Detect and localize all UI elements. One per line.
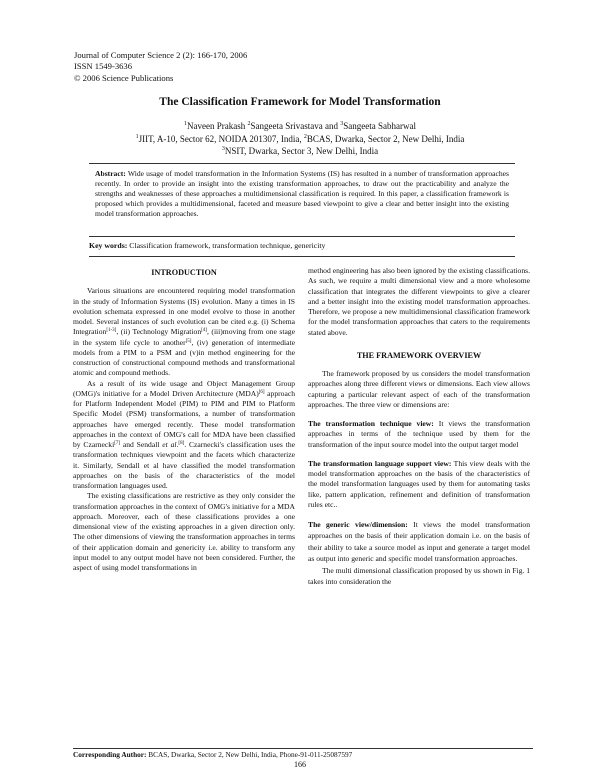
author-block [60, 120, 540, 158]
corresponding-author-label: Corresponding Author: [73, 750, 147, 759]
right-paragraph-last: The multi dimensional classification proposed by us shown in Fig. 1 takes into consideration the [308, 565, 530, 587]
generic-view-paragraph: The generic view/dimension: It views the model transformation approaches on the basis of their application domain i.e. on the basis of their ability to take a source model as input and generate a target model as output into generic and specific model transformation approaches. [308, 520, 531, 564]
corresponding-author-text: BCAS, Dwarka, Sector 2, New Delhi, India, Phone-91-011-25087597 [146, 750, 353, 759]
keywords [89, 241, 325, 250]
page-number: 166 [294, 760, 306, 769]
journal-issn: ISSN 1549-3636 [74, 61, 133, 72]
abstract-text: Wide usage of model transformation in the Information Systems (IS) has resulted in a number of transformation approaches recently. In order to provide an insight into the existing transformation approaches, to draw out the practicability and analyze the strengths and weaknesses of these approaches a multidimensional classification is required. In this paper, a classification framework is proposed which provides a multidimensional, faceted and measure based viewpoint to give a clear and better insight into the existing model transformation approaches. [95, 169, 509, 218]
language-view-paragraph: The transformation language support view: This view deals with the model transformation approaches on the basis of the characteristics of the model transformation languages used by them for automating tasks like, pattern application, refinement and definition of transformation rules etc.. [308, 458, 530, 509]
intro-paragraph-2: As a result of its wide usage and Object Management Group (OMG)'s initiative for a Model Driven Architecture (MDA)[6] approach for Platform Independent Model (PIM) to PIM and PIM to Platform Specific Model (PSM) transformations, a number of transformation approaches have emerged recently. These model transformation approaches in the context of OMG's call for MDA have been classified by Czarnecki[7] and Sendall et al.[8]. Czarnecki's classification uses the transformation techniques viewpoint and the facets which characterize it. Similarly, Sendall et al have classified the model transformation approaches on the basis of the characteristics of the model transformation languages used. [73, 378, 296, 490]
abstract-box [89, 163, 515, 237]
author-affiliations: $^1$JIIT, A-10, Sector 62, NOIDA 201307, India, $^2$BCAS, Dwarka, Sector 2, New Delhi, India [135, 133, 465, 144]
author-names: $^1$Naveen Prakash $^2$Sangeeta Srivastava and $^3$Sangeeta Sabharwal [184, 121, 416, 131]
paper-title: The Classification Framework for Model Transformation [159, 96, 441, 108]
journal-citation: Journal of Computer Science 2 (2): 166-170, 2006 [74, 50, 248, 60]
keywords-text: Classification framework, transformation technique, genericity [127, 241, 326, 250]
journal-copyright: © 2006 Science Publications [74, 72, 174, 83]
framework-overview-heading: THE FRAMEWORK OVERVIEW [356, 350, 482, 360]
introduction-heading: INTRODUCTION [151, 268, 217, 277]
left-column [73, 268, 295, 573]
intro-paragraph-1: Various situations are encountered requiring model transformation in the study of Information Systems (IS) evolution. Many a times in IS evolution schemata expressed in one model evolve to those in another model. Several instances of such evolution can be cited e.g. (i) Schema Integration[1-3], (ii) Technology Migration[4], (iii)moving from one stage in the system life cycle to another[5], (iv) generation of intermediate models from a PIM to a PSM and (v)in method engineering for the construction of constructional compound methods and transformational atomic and compound methods. [73, 286, 296, 378]
right-paragraph-1: method engineering has also been ignored by the existing classifications. As such, we require a multi dimensional view and a more wholesome classification that integrates the different viewpoints to give a clearer and a better insight into the existing model transformation approaches. Therefore, we propose a new multidimensional classification framework for the model transformation approaches that caters to the requirements stated above. [308, 266, 530, 337]
technique-view-paragraph: The transformation technique view: It views the transformation approaches in terms of the technique used by them for the transformation of the input source model into the output target model [308, 419, 531, 449]
keywords-divider [89, 256, 515, 257]
abstract-label: Abstract: [95, 169, 126, 178]
framework-paragraph: The framework proposed by us considers the model transformation approaches along three different views or dimensions. Each view allows capturing a particular relevant aspect of each of the transformation approaches. The three view or dimensions are: [308, 369, 530, 409]
journal-header [74, 50, 247, 84]
abstract [89, 164, 515, 219]
corresponding-author [73, 748, 533, 759]
author-affiliation-3: $^3$NSIT, Dwarka, Sector 3, New Delhi, India [221, 146, 379, 157]
keywords-label: Key words: [89, 241, 128, 250]
right-column [308, 266, 530, 587]
intro-paragraph-3: The existing classifications are restrictive as they only consider the transformation approaches in the context of OMG's initiative for a MDA approach. Moreover, each of these classifications provides a one dimensional view of the existing approaches in a given direction only. The other dimensions of viewing the transformation approaches in terms of their application domain and genericity i.e. ability to transform any input model to any output model have not been considered. Further, the aspect of using model transformations in [73, 491, 295, 572]
